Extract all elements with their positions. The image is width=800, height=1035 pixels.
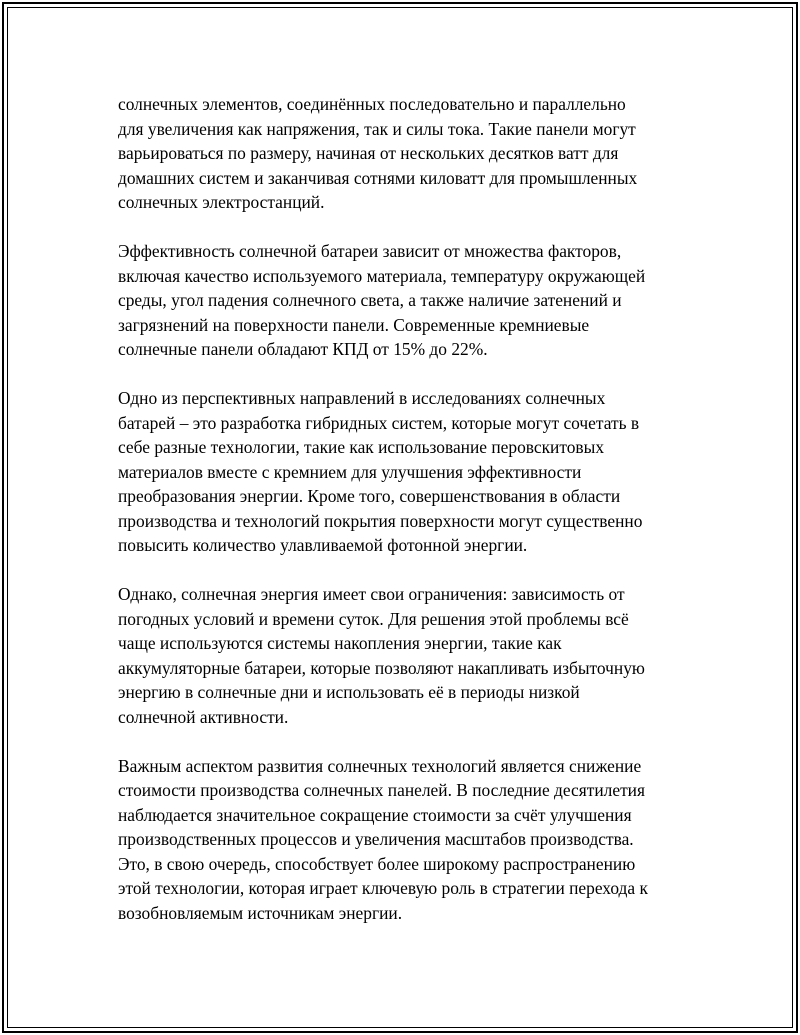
document-body bbox=[118, 92, 708, 950]
paragraph-cost-reduction: Важным аспектом развития солнечных технологий является снижение стоимости производства солнечных панелей. В последние десятилетия наблюдается значительное сокращение стоимости за счёт улучшения производственных процессов и увеличения масштабов производства. Это, в свою очередь, способствует более широкому распространению этой технологии, которая играет ключевую роль в стратегии перехода к возобновляемым источникам энергии. bbox=[118, 755, 648, 923]
paragraph-limitations: Однако, солнечная энергия имеет свои ограничения: зависимость от погодных условий и времени суток. Для решения этой проблемы всё чаще используются системы накопления энергии, такие как аккумуляторные батареи, которые позволяют накапливать избыточную энергию в солнечные дни и использовать её в периоды низкой солнечной активности. bbox=[118, 584, 645, 727]
paragraph-solar-panels: солнечных элементов, соединённых последовательно и параллельно для увеличения как напряжения, так и силы тока. Такие панели могут варьироваться по размеру, начиная от нескольких десятков ватт для домашних систем и заканчивая сотнями киловатт для промышленных солнечных электростанций. bbox=[118, 94, 638, 212]
paragraph-efficiency: Эффективность солнечной батареи зависит от множества факторов, включая качество используемого материала, температуру окружающей среды, угол падения солнечного света, а также наличие затенений и загрязнений на поверхности панели. Современные кремниевые солнечные панели обладают КПД от 15% до 22%. bbox=[118, 241, 646, 359]
paragraph-hybrid-systems: Одно из перспективных направлений в исследованиях солнечных батарей – это разработка гибридных систем, которые могут сочетать в себе разные технологии, такие как использование перовскитовых материалов вместе с кремнием для улучшения эффективности преобразования энергии. Кроме того, совершенствования в области производства и технологий покрытия поверхности могут существенно повысить количество улавливаемой фотонной энергии. bbox=[118, 388, 643, 555]
